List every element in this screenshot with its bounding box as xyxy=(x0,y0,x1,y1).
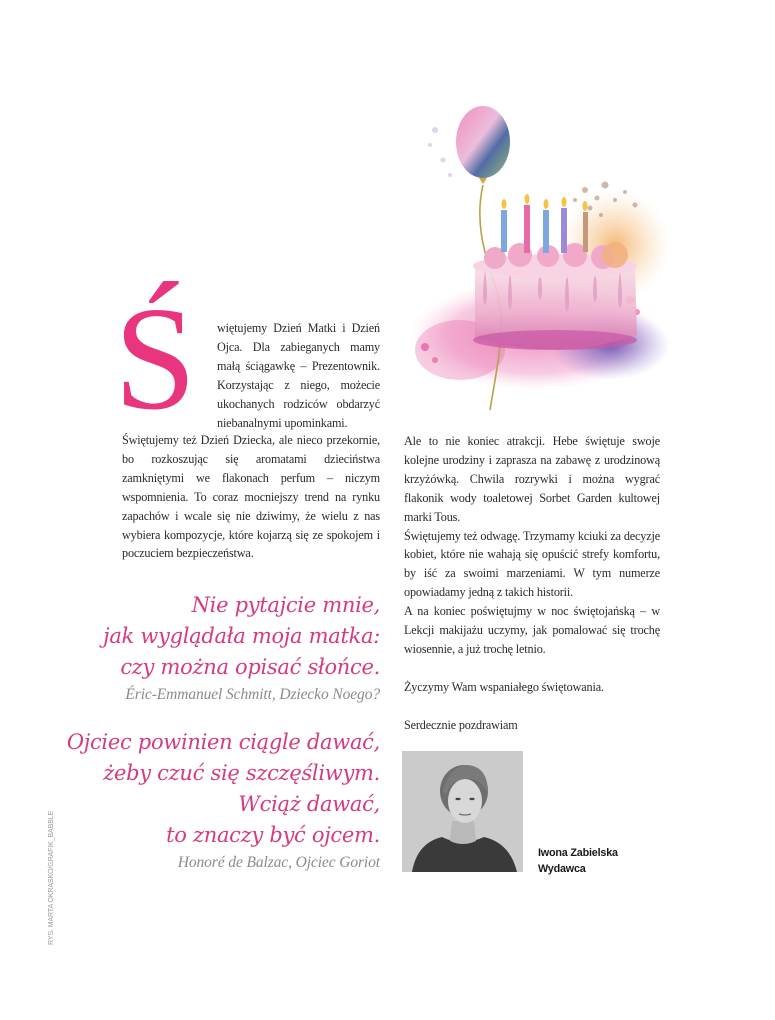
quote-line: to znaczy być ojcem. xyxy=(166,823,380,847)
publisher-name: Iwona Zabielska xyxy=(538,847,618,859)
right-paragraph: Świętujemy też odwagę. Trzymamy kciuki za decyzje kobiet, które nie wahają się opuścić strefy komfortu, by iść za swoimi marzeniami. W tym numerze opowiadamy jedną z takich historii. xyxy=(404,528,660,600)
quote-line: czy można opisać słońce. xyxy=(120,655,380,679)
quote-line: Ojciec powinien ciągle dawać, xyxy=(66,730,380,754)
publisher-role: Wydawca xyxy=(538,863,586,875)
intro-paragraph: więtujemy Dzień Matki i Dzień Ojca. Dla zabieganych mamy małą ściągawkę – Prezentownik. Korzystając z niego, możecie ukochanych rodziców obdarzyć niebanalnymi upominkami. xyxy=(217,321,380,430)
drop-cap: Ś xyxy=(114,277,197,441)
right-paragraph: A na koniec poświętujmy w noc świętojańską – w Lekcji makijażu uczymy, jak pomalować się trochę wiosennie, a już trochę letnio. xyxy=(404,604,660,656)
left-paragraph: Świętujemy też Dzień Dziecka, ale nieco przekornie, bo rozkoszując się aromatami dzieciństwa zamkniętymi we flakonach perfum – niczym wspomnienia. To coraz mocniejszy trend na rynku zapachów i wcale się nie dziwimy, że wielu z nas wybiera kompozycje, które kojarzą się ze spokojem i poczuciem bezpieczeństwa. xyxy=(122,433,380,561)
left-column xyxy=(114,277,380,563)
quote-attribution: Éric-Emmanuel Schmitt, Dziecko Noego? xyxy=(125,686,380,703)
spacer xyxy=(404,659,660,678)
illustration-credit: RYS. MARTA OKRASKO/GRAFIK_BABBLE xyxy=(48,810,55,945)
quote-line: jak wyglądała moja matka: xyxy=(103,624,380,648)
spacer xyxy=(404,697,660,716)
closing-line: Serdecznie pozdrawiam xyxy=(404,717,518,732)
right-paragraph: Ale to nie koniec atrakcji. Hebe świętuje swoje kolejne urodziny i zaprasza na zabawę z urodzinową krzyżówką. Chwila rozrywki i można wygrać flakonik wody toaletowej Sorbet Garden kultowej marki Tous. xyxy=(404,434,660,524)
right-column xyxy=(404,432,660,734)
quote-attribution: Honoré de Balzac, Ojciec Goriot xyxy=(177,854,380,871)
signature-block xyxy=(538,845,618,877)
portrait-photo-icon xyxy=(402,751,523,872)
wishes-line: Życzymy Wam wspaniałego świętowania. xyxy=(404,679,604,694)
quote-line: Wciąż dawać, xyxy=(238,792,380,816)
quote-line: żeby czuć się szczęśliwym. xyxy=(103,761,380,785)
pull-quote-mother xyxy=(103,590,380,707)
pull-quote-father xyxy=(67,727,380,875)
birthday-cake-illustration xyxy=(405,100,695,430)
intro-block xyxy=(114,277,380,441)
quote-line: Nie pytajcie mnie, xyxy=(191,593,380,617)
publisher-portrait xyxy=(402,751,523,872)
cake-balloon-icon xyxy=(405,100,695,430)
